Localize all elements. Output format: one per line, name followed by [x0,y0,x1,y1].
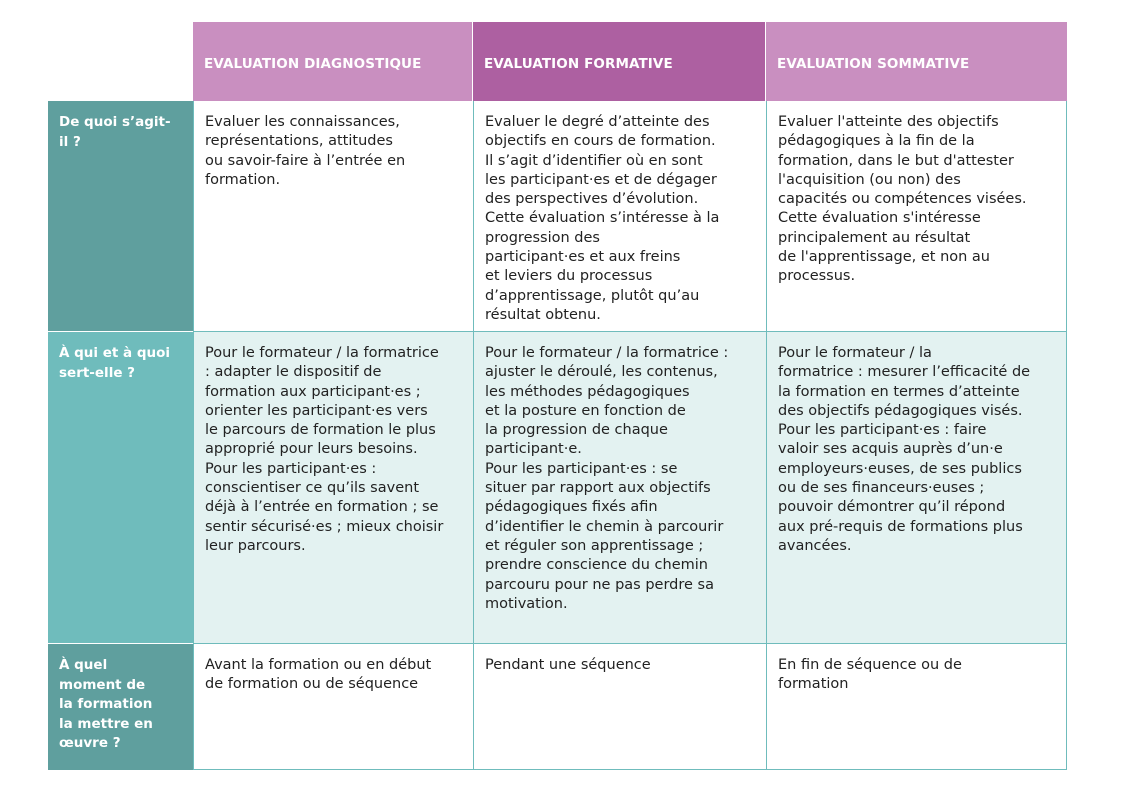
cell-purpose-sommative: Pour le formateur / la formatrice : mesurer l’efficacité de la formation en termes d’atteinte des objectifs pédagogiques visés. Pour les participant·es : faire valoir ses acquis auprès d’un·e employeurs·euses, de ses publics ou de ses financeurs·euses ; pouvoir démontrer qu’il répond aux pré-requis de formations plus avancées. [766,332,1067,644]
cell-purpose-diagnostique: Pour le formateur / la formatrice : adapter le dispositif de formation aux participant·es ; orienter les participant·es vers le parcours de formation le plus approprié pour leurs besoins. Pour les participant·es : conscientiser ce qu’ils savent déjà à l’entrée en formation ; se sentir sécurisé·es ; mieux choisir leur parcours. [193,332,473,644]
evaluation-table [48,22,1067,770]
row-header-definition: De quoi s’agit- il ? [48,101,193,332]
cell-definition-diagnostique: Evaluer les connaissances, représentations, attitudes ou savoir-faire à l’entrée en formation. [193,101,473,332]
cell-purpose-formative: Pour le formateur / la formatrice : ajuster le déroulé, les contenus, les méthodes pédagogiques et la posture en fonction de la progression de chaque participant·e. Pour les participant·es : se situer par rapport aux objectifs pédagogiques fixés afin d’identifier le chemin à parcourir et réguler son apprentissage ; prendre conscience du chemin parcouru pour ne pas perdre sa motivation. [473,332,766,644]
corner-cell [48,22,193,101]
column-header-sommative: EVALUATION SOMMATIVE [766,22,1067,101]
cell-definition-sommative: Evaluer l'atteinte des objectifs pédagogiques à la fin de la formation, dans le but d'attester l'acquisition (ou non) des capacités ou compétences visées. Cette évaluation s'intéresse principalement au résultat de l'apprentissage, et non au processus. [766,101,1067,332]
row-header-purpose: À qui et à quoi sert-elle ? [48,332,193,644]
cell-definition-formative: Evaluer le degré d’atteinte des objectifs en cours de formation. Il s’agit d’identifier où en sont les participant·es et de dégager des perspectives d’évolution. Cette évaluation s’intéresse à la progression des participant·es et aux freins et leviers du processus d’apprentissage, plutôt qu’au résultat obtenu. [473,101,766,332]
column-header-diagnostique: EVALUATION DIAGNOSTIQUE [193,22,473,101]
cell-timing-sommative: En fin de séquence ou de formation [766,644,1067,770]
cell-timing-formative: Pendant une séquence [473,644,766,770]
column-header-formative: EVALUATION FORMATIVE [473,22,766,101]
cell-timing-diagnostique: Avant la formation ou en début de formation ou de séquence [193,644,473,770]
row-header-timing: À quel moment de la formation la mettre en œuvre ? [48,644,193,770]
